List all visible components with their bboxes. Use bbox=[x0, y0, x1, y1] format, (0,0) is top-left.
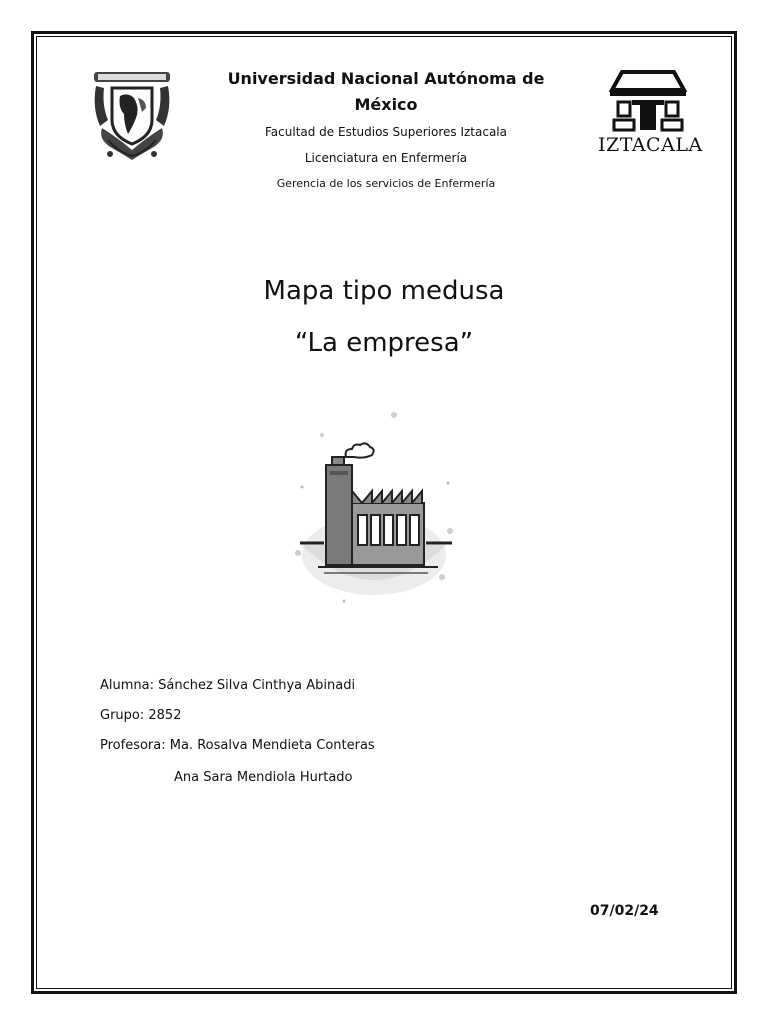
header bbox=[200, 66, 572, 193]
unam-crest-logo bbox=[88, 68, 176, 164]
factory-icon bbox=[288, 405, 460, 605]
program-name: Licenciatura en Enfermería bbox=[304, 151, 468, 165]
teacher-line: Profesora: Ma. Rosalva Mendieta Conteras bbox=[100, 738, 375, 753]
student-line: Alumna: Sánchez Silva Cinthya Abinadi bbox=[100, 678, 356, 693]
subject-name: Gerencia de los servicios de Enfermería bbox=[276, 177, 496, 190]
page-subtitle: “La empresa” bbox=[294, 328, 474, 358]
page-title: Mapa tipo medusa bbox=[263, 276, 505, 306]
university-name: Universidad Nacional Autónoma de México bbox=[227, 69, 545, 114]
group-line: Grupo: 2852 bbox=[100, 708, 182, 723]
iztacala-wordmark: IZTACALA bbox=[598, 134, 703, 156]
teacher2-line: Ana Sara Mendiola Hurtado bbox=[174, 770, 353, 785]
document-date: 07/02/24 bbox=[590, 903, 659, 919]
faculty-name: Facultad de Estudios Superiores Iztacala bbox=[265, 125, 507, 139]
